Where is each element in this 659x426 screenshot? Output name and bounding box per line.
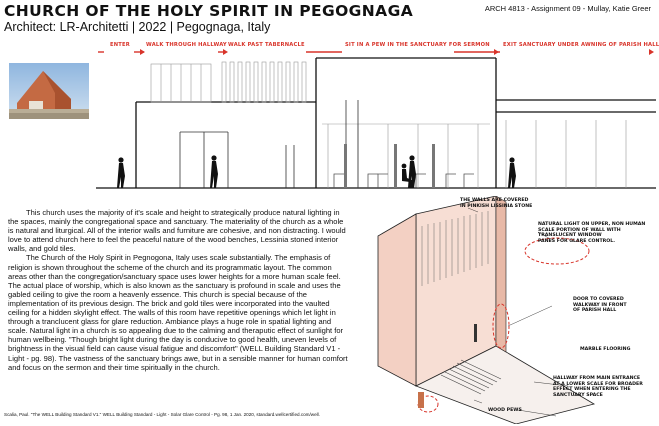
sequence-label-pew: SIT IN A PEW IN THE SANCTUARY FOR SERMON	[345, 42, 490, 48]
body-paragraph: This church uses the majority of it's scale and height to strategically produce natural lighting in the spaces, mainly the congregational space and sanctuary. The materiality of the church as a whole is natural and liturgical. All of the interior walls and furniture are cohesive, and non distracting. I would love to attend church here to feel the peaceful nature of the wood benches, Lessinia stoned interior walls, and gold tiles.	[8, 208, 346, 254]
citation: Scalia, Paul. "The WELL Building Standard V1." WELL Building Standard - Light - Solar Glare Control - Pg. 98, 1 Jan. 2020, standard.wellcertified.com/well.	[4, 412, 320, 417]
page-subtitle: Architect: LR-Architetti | 2022 | Pegognaga, Italy	[4, 20, 271, 34]
red-path-line	[98, 49, 654, 55]
annotation-marble: MARBLE FLOORING	[580, 347, 631, 352]
annotation-natural-light: NATURAL LIGHT ON UPPER, NON HUMAN SCALE PORTION OF WALL WITH TRANSLUCENT WINDOW PANES FOR GLARE CONTROL.	[538, 222, 646, 244]
sequence-label-enter: ENTER	[110, 42, 130, 48]
section-drawing	[96, 40, 656, 205]
sequence-label-exit: EXIT SANCTUARY UNDER AWNING OF PARISH HALL	[503, 42, 659, 48]
course-label: ARCH 4813 - Assignment 09 - Mullay, Katie Greer	[484, 4, 651, 13]
annotation-walls: THE WALLS ARE COVERED IN PINKISH LISSINIA STONE	[460, 198, 533, 209]
body-text	[8, 208, 348, 372]
page-title: CHURCH OF THE HOLY SPIRIT IN PEGOGNAGA	[4, 2, 414, 20]
annotation-door: DOOR TO COVERED WALKWAY IN FRONT OF PARISH HALL	[573, 297, 627, 314]
annotation-hallway: HALLWAY FROM MAIN ENTRANCE AT A LOWER SCALE FOR BROADER EFFECT WHEN ENTERING THE SANCTUARY SPACE	[553, 376, 643, 398]
church-exterior-photo	[9, 63, 89, 119]
annotation-pews: WOOD PEWS	[488, 408, 522, 413]
body-paragraph: The Church of the Holy Spirit in Pegnogona, Italy uses scale substantially. The emphasis of religion is shown throughout the scheme of the church and its programmatic layout. The common areas other than the congregation/sanctuary space uses lower heights for a more human scale feel. The actual place of worship, which is also known as the sanctuary is profound in scale and uses the gabled ceiling to give the room a heavenly essence. This church is special because of the implementation of its previous design. The brick and gold tiles were incorporated into the vaulted ceiling for a hidden skylight effect. The walls of this room have repetitive openings which let light in through a tranclucent glass for glare reduction. Ambiance plays a huge role in spatial lighting and scale. Natural light in a church is so appealing due to the calming and theraputic effect of sunlight for human wellbeing. "Though bright light during the day is conducive to good health, uneven levels of brightness in the visual field can cause visual fatigue and discomfort" (WELL Building Standard V1 - Light - pg. 98). The vastness of the sanctuary brings awe, but in a sensible manner for human comfort and focus on the sermon and their time spiritually in the church.	[8, 253, 348, 372]
sequence-label-hallway: WALK THROUGH HALLWAY	[146, 42, 227, 48]
sequence-label-tabernacle: WALK PAST TABERNACLE	[228, 42, 305, 48]
